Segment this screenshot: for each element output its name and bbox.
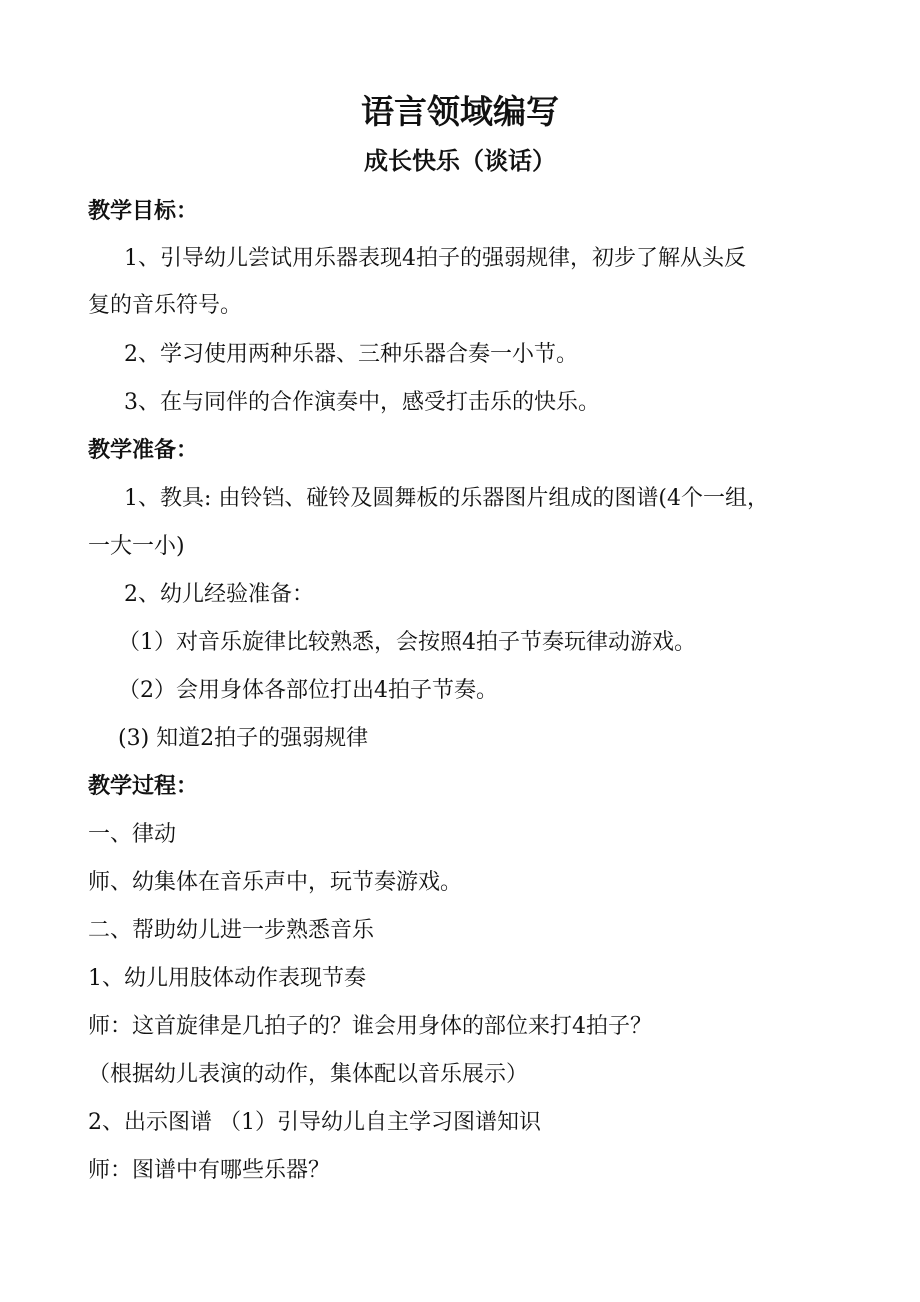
section-heading-process: 教学过程：	[88, 774, 199, 799]
preparation-sub-item-2: （2）会用身体各部位打出4拍子节奏。	[118, 678, 498, 703]
goal-item-3: 3、在与同伴的合作演奏中，感受打击乐的快乐。	[124, 390, 600, 415]
goal-item-1-line-2: 复的音乐符号。	[88, 293, 243, 318]
process-line-6: （根据幼儿表演的动作，集体配以音乐展示）	[88, 1062, 529, 1087]
preparation-sub-item-3: (3) 知道2拍子的强弱规律	[118, 726, 369, 751]
process-line-1: 一、律动	[88, 822, 177, 847]
section-heading-goals: 教学目标：	[88, 199, 199, 224]
document-title: 语言领域编写	[361, 92, 559, 131]
process-line-4: 1、幼儿用肢体动作表现节奏	[88, 966, 366, 991]
process-line-2: 师、幼集体在音乐声中，玩节奏游戏。	[88, 870, 463, 895]
preparation-sub-item-1: （1）对音乐旋律比较熟悉，会按照4拍子节奏玩律动游戏。	[118, 630, 696, 655]
process-line-5: 师：这首旋律是几拍子的？谁会用身体的部位来打4拍子？	[88, 1014, 652, 1039]
section-heading-preparation: 教学准备：	[88, 438, 199, 463]
document-subtitle: 成长快乐（谈话）	[364, 147, 556, 175]
process-line-3: 二、帮助幼儿进一步熟悉音乐	[88, 918, 375, 943]
goal-item-2: 2、学习使用两种乐器、三种乐器合奏一小节。	[124, 342, 578, 367]
preparation-item-2: 2、幼儿经验准备：	[124, 582, 314, 607]
process-line-7: 2、出示图谱 （1）引导幼儿自主学习图谱知识	[88, 1110, 541, 1135]
preparation-item-1-line-2: 一大一小)	[88, 534, 185, 559]
goal-item-1-line-1: 1、引导幼儿尝试用乐器表现4拍子的强弱规律，初步了解从头反	[124, 246, 746, 271]
preparation-item-1-line-1: 1、教具: 由铃铛、碰铃及圆舞板的乐器图片组成的图谱(4个一组，	[124, 486, 769, 511]
process-line-8: 师：图谱中有哪些乐器？	[88, 1158, 331, 1183]
